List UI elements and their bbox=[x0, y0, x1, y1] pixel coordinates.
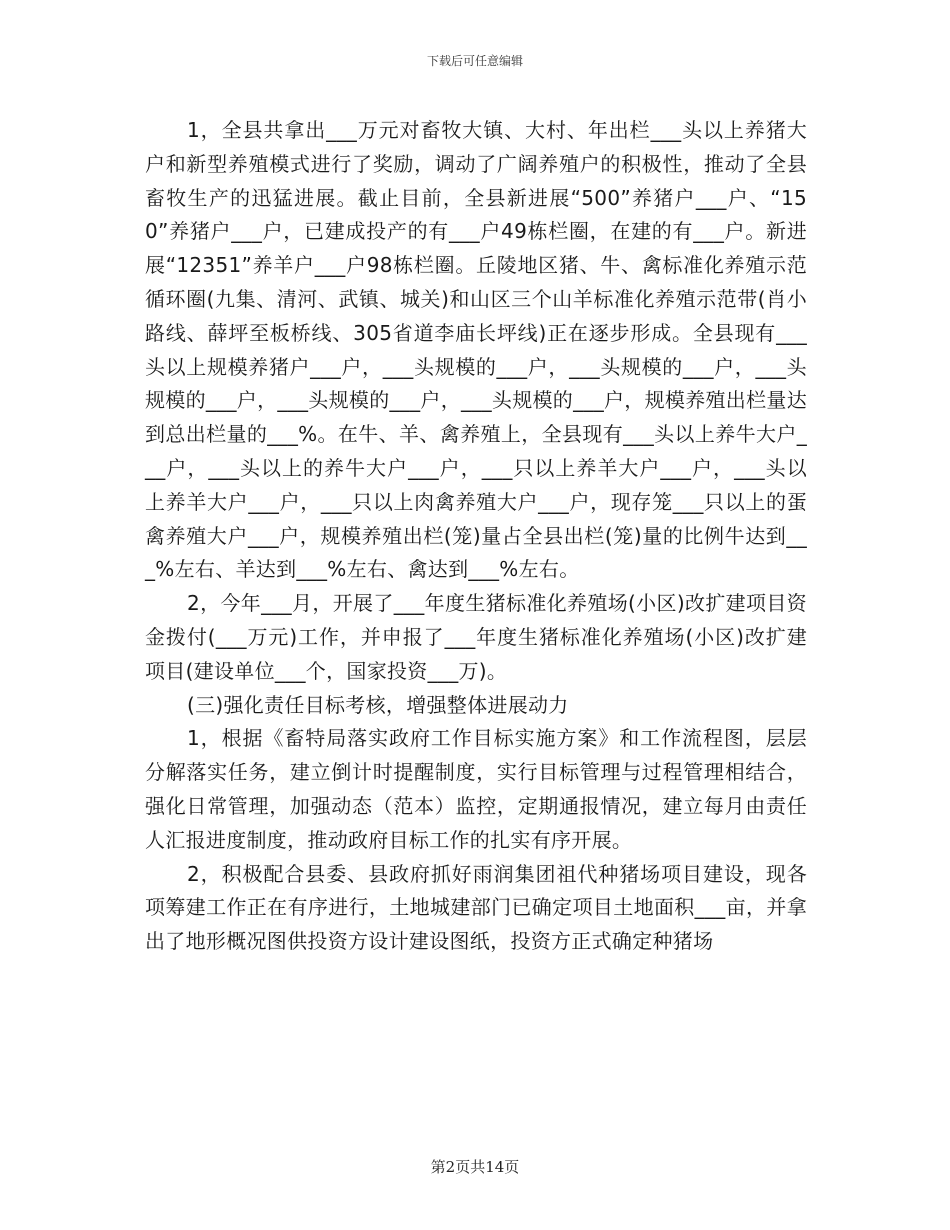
page-header-note: 下载后可任意编辑 bbox=[426, 54, 523, 68]
section-heading-3: (三)强化责任目标考核，增强整体进展动力 bbox=[187, 692, 569, 717]
paragraph-5: 2，积极配合县委、县政府抓好雨润集团祖代种猪场项目建设，现各项筹建工作正在有序进行，土地城建部门已确定项目土地面积___亩，并拿出了地形概况图供投资方设计建设图纸，投资方正式确定种猪场 bbox=[145, 861, 807, 954]
document-body bbox=[145, 114, 807, 959]
paragraph-2: 2，今年___月，开展了___年度生猪标准化养殖场(小区)改扩建项目资金拨付(___万元)工作，并申报了___年度生猪标准化养殖场(小区)改扩建项目(建设单位___个，国家投资___万)。 bbox=[145, 591, 807, 683]
paragraph-4: 1，根据《畜特局落实政府工作目标实施方案》和工作流程图，层层分解落实任务，建立倒计时提醒制度，实行目标管理与过程管理相结合，强化日常管理，加强动态（范本）监控，定期通报情况，建立每月由责任人汇报进度制度，推动政府目标工作的扎实有序开展。 bbox=[145, 726, 807, 852]
page-footer-number: 第2页共14页 bbox=[430, 1158, 520, 1176]
paragraph-1: 1，全县共拿出___万元对畜牧大镇、大村、年出栏___头以上养猪大户和新型养殖模式进行了奖励，调动了广阔养殖户的积极性，推动了全县畜牧生产的迅猛进展。截止目前，全县新进展“500”养猪户___户、“150”养猪户___户，已建成投产的有___户49栋栏圈，在建的有___户。新进展“12351”养羊户___户98栋栏圈。丘陵地区猪、牛、禽标准化养殖示范循环圈(九集、清河、武镇、城关)和山区三个山羊标准化养殖示范带(肖小路线、薛坪至板桥线、305省道李庙长坪线)正在逐步形成。全县现有___头以上规模养猪户___户，___头规模的___户，___头规模的___户，___头规模的___户，___头规模的___户，___头规模的___户，规模养殖出栏量达到总出栏量的___%。在牛、羊、禽养殖上，全县现有___头以上养牛大户___户，___头以上的养牛大户___户，___只以上养羊大户___户，___头以上养羊大户___户，___只以上肉禽养殖大户___户，现存笼___只以上的蛋禽养殖大户___户，规模养殖出栏(笼)量占全县出栏(笼)量的比例牛达到___%左右、羊达到___%左右、禽达到___%左右。 bbox=[145, 118, 807, 582]
